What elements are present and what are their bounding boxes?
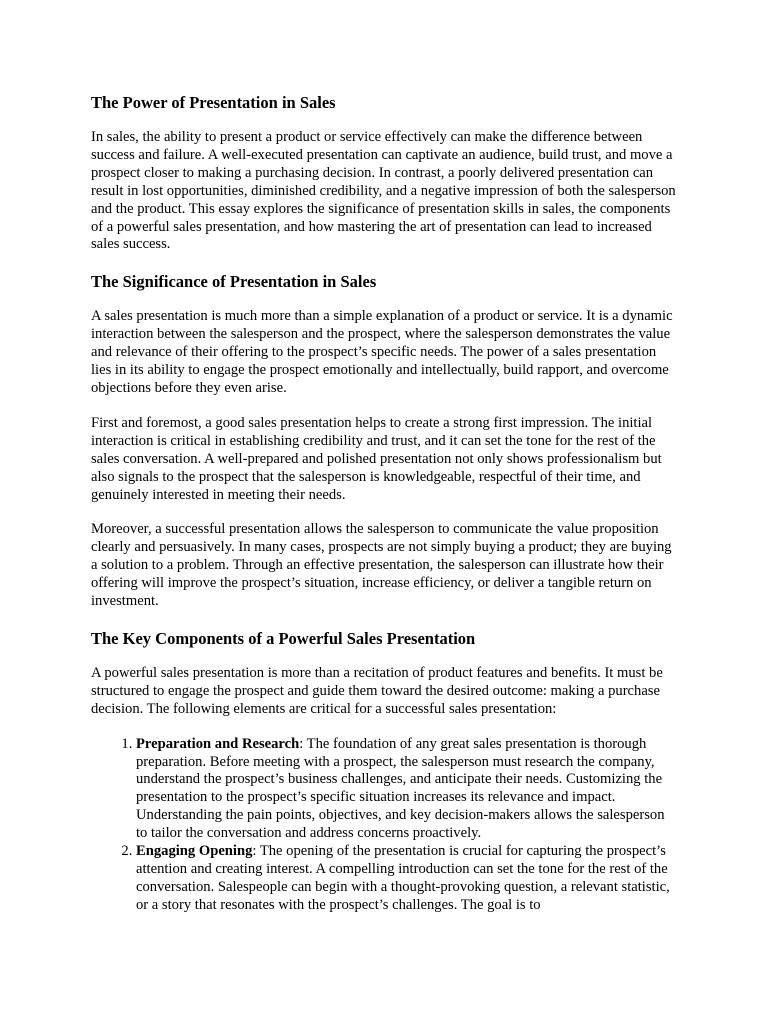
list-item-term: Preparation and Research xyxy=(136,735,300,752)
section-title-power: The Power of Presentation in Sales xyxy=(91,93,336,112)
section-title-significance: The Significance of Presentation in Sales xyxy=(91,272,377,292)
document-page xyxy=(91,92,679,915)
section-title-key-components: The Key Components of a Powerful Sales Presentation xyxy=(91,628,476,648)
list-item-term: Engaging Opening xyxy=(136,843,253,860)
paragraph-significance-3: Moreover, a successful presentation allows the salesperson to communicate the value proposition clearly and persuasively. In many cases, prospects are not simply buying a product; they are buying a solution to a problem. Through an effective presentation, the salesperson can illustrate how their offering will improve the prospect’s situation, increase efficiency, or deliver a tangible return on investment. xyxy=(91,521,672,610)
list-item-text: : The foundation of any great sales presentation is thorough preparation. Before meeting with a prospect, the salesperson must research the company, understand the prospect’s business challenges, and anticipate their needs. Customizing the presentation to the prospect’s specific situation increases its relevance and impact. Understanding the pain points, objectives, and key decision-makers allows the salesperson to tailor the conversation and address concerns proactively. xyxy=(136,735,665,842)
components-list xyxy=(91,736,679,915)
paragraph-intro: In sales, the ability to present a product or service effectively can make the difference between success and failure. A well-executed presentation can captivate an audience, build trust, and move a prospect closer to making a purchasing decision. In contrast, a poorly delivered presentation can result in lost opportunities, diminished credibility, and a negative impression of both the salesperson and the product. This essay explores the significance of presentation skills in sales, the components of a powerful sales presentation, and how mastering the art of presentation can lead to increased sales success. xyxy=(91,129,676,253)
list-item xyxy=(136,843,679,915)
paragraph-significance-1: A sales presentation is much more than a simple explanation of a product or service. It is a dynamic interaction between the salesperson and the prospect, where the salesperson demonstrates the value and relevance of their offering to the prospect’s specific needs. The power of a sales presentation lies in its ability to engage the prospect emotionally and intellectually, build rapport, and overcome objections before they even arise. xyxy=(91,308,673,396)
paragraph-key-components: A powerful sales presentation is more than a recitation of product features and benefits. It must be structured to engage the prospect and guide them toward the desired outcome: making a purchase decision. The following elements are critical for a successful sales presentation: xyxy=(91,664,663,717)
paragraph-significance-2: First and foremost, a good sales presentation helps to create a strong first impression. The initial interaction is critical in establishing credibility and trust, and it can set the tone for the rest of the sales conversation. A well-prepared and polished presentation not only shows professionalism but also signals to the prospect that the salesperson is knowledgeable, respectful of their time, and genuinely interested in meeting their needs. xyxy=(91,414,662,503)
list-item-text: : The opening of the presentation is crucial for capturing the prospect’s attention and creating interest. A compelling introduction can set the tone for the rest of the conversation. Salespeople can begin with a thought-provoking question, a relevant statistic, or a story that resonates with the prospect’s challenges. The goal is to xyxy=(136,843,670,913)
list-item xyxy=(136,736,679,843)
